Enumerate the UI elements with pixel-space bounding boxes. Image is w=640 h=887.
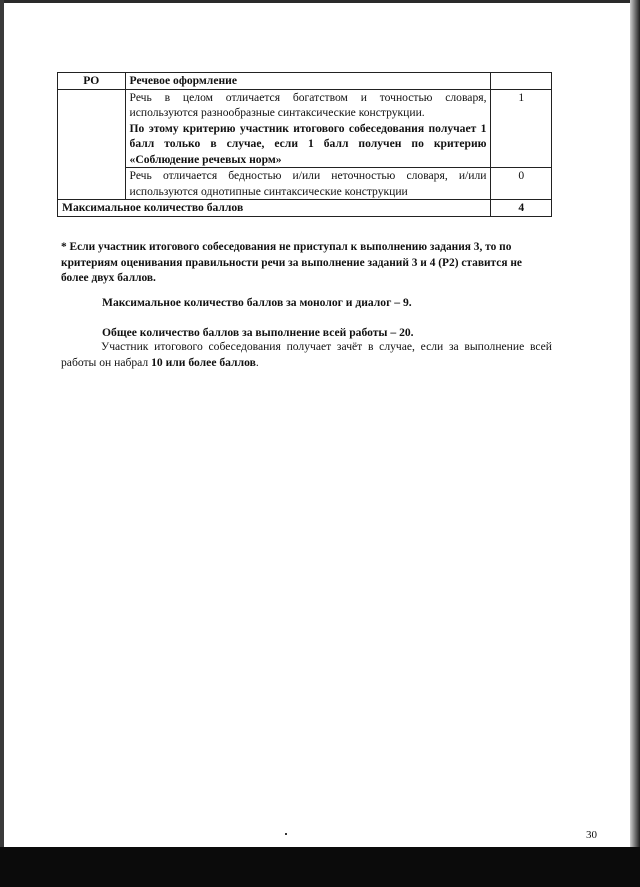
scan-right-edge [630,0,640,887]
total-work-score: Общее количество баллов за выполнение всей работы – 20. [102,326,414,339]
header-score-cell [491,73,552,90]
criteria-table [57,72,552,217]
criterion-title: Речевое оформление [125,73,491,90]
scan-speck [285,833,287,835]
pass-text-bold: 10 или более баллов [151,355,256,369]
criterion-code: РО [58,73,126,90]
table-total-row [58,200,552,217]
row1-text: Речь в целом отличается богатством и точностью словаря, используются разнообразные синтаксические конструкции. [129,90,487,119]
scan-bottom-bar [0,847,640,887]
scan-left-edge [0,0,4,887]
table-row [58,89,552,168]
max-monologue-dialogue: Максимальное количество баллов за монолог и диалог – 9. [102,296,412,309]
footnote: * Если участник итогового собеседования не приступал к выполнению задания 3, то по критериям оценивания правильности речи за выполнение заданий 3 и 4 (Р2) ставится не более двух баллов. [61,241,522,284]
pass-text-after: . [255,355,259,369]
scan-top-edge [0,0,640,3]
pass-text-before: Участник итогового собеседования получает зачёт в случае, если за выполнение всей работы он набрал [61,340,552,369]
pass-condition [61,339,552,370]
row1-score: 1 [491,89,552,168]
criterion-code-spacer [58,89,126,200]
row1-bold-text: По этому критерию участник итогового собеседования получает 1 балл только в случае, если 1 балл получен по критерию «Соблюдение речевых норм» [129,121,487,166]
row1-description [125,89,491,168]
table-row [58,168,552,200]
table-header-row [58,73,552,90]
total-label: Максимальное количество баллов [58,200,491,217]
total-score: 4 [491,200,552,217]
page-number: 30 [586,829,597,841]
row2-score: 0 [491,168,552,200]
row2-description: Речь отличается бедностью и/или неточностью словаря, и/или используются однотипные синтаксические конструкции [125,168,491,200]
